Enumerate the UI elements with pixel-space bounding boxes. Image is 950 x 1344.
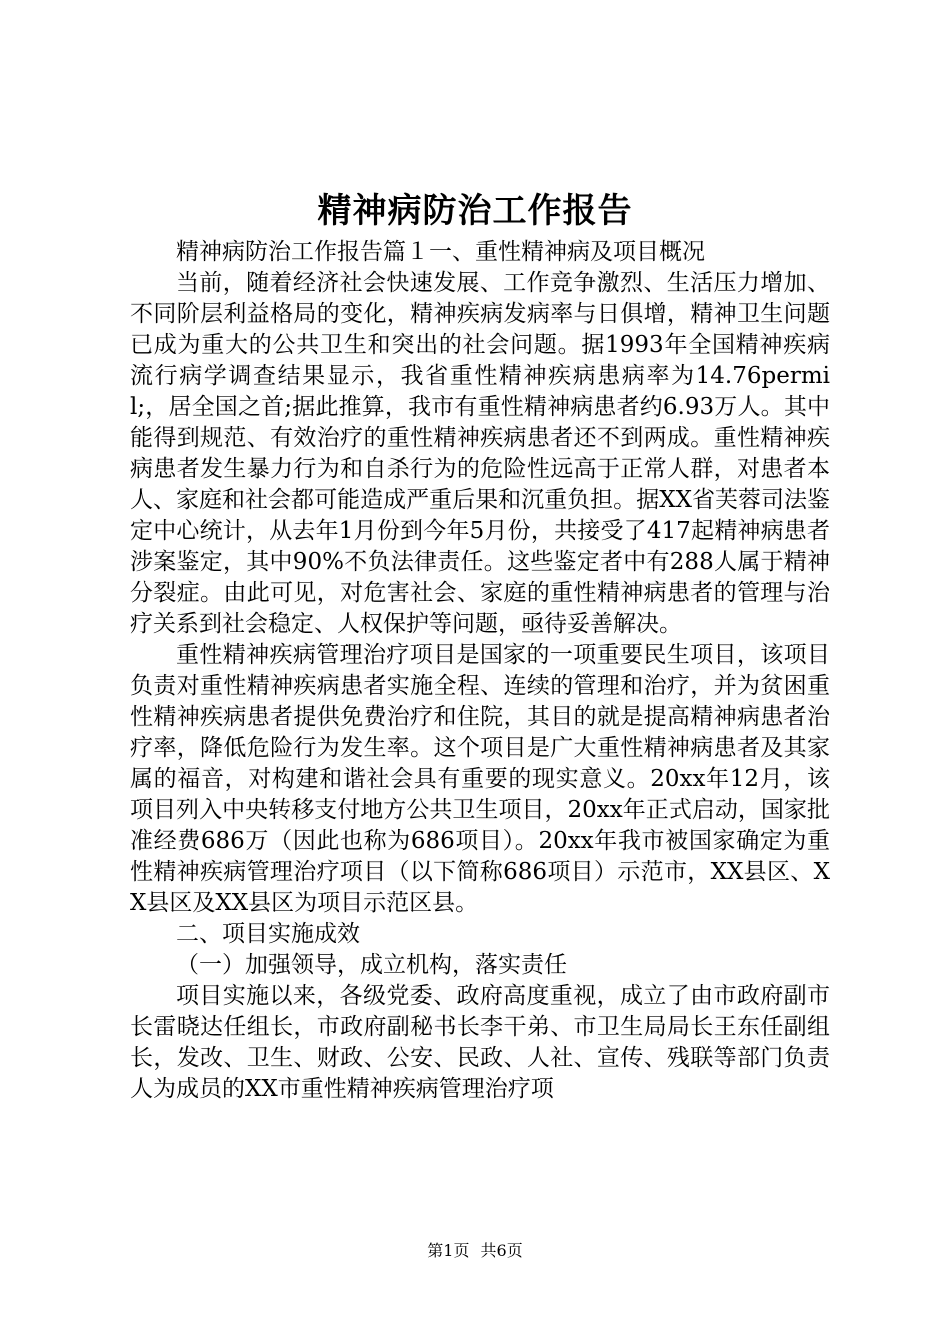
paragraph-heading-2: 二、项目实施成效	[176, 921, 360, 947]
page-number-current: 第1页	[427, 1241, 470, 1260]
paragraph-heading-1: 精神病防治工作报告篇１一、重性精神病及项目概况	[176, 239, 705, 265]
page-footer	[0, 1240, 950, 1262]
paragraph-subheading-1: （一）加强领导，成立机构，落实责任	[176, 952, 567, 978]
paragraph-background: 当前，随着经济社会快速发展、工作竞争激烈、生活压力增加、不同阶层利益格局的变化，精神疾病发病率与日俱增，精神卫生问题已成为重大的公共卫生和突出的社会问题。据1993年全国精神疾病流行病学调查结果显示，我省重性精神疾病患病率为14.76permil;，居全国之首;据此推算，我市有重性精神病患者约6.93万人。其中能得到规范、有效治疗的重性精神疾病患者还不到两成。重性精神疾病患者发生暴力行为和自杀行为的危险性远高于正常人群，对患者本人、家庭和社会都可能造成严重后果和沉重负担。据XX省芙蓉司法鉴定中心统计，从去年1月份到今年5月份，共接受了417起精神病患者涉案鉴定，其中90%不负法律责任。这些鉴定者中有288人属于精神分裂症。由此可见，对危害社会、家庭的重性精神病患者的管理与治疗关系到社会稳定、人权保护等问题，亟待妥善解决。	[130, 270, 830, 637]
document-title: 精神病防治工作报告	[317, 191, 633, 231]
page-number-total: 共6页	[480, 1241, 523, 1260]
paragraph-project-overview: 重性精神疾病管理治疗项目是国家的一项重要民生项目，该项目负责对重性精神疾病患者实施全程、连续的管理和治疗，并为贫困重性精神疾病患者提供免费治疗和住院，其目的就是提高精神病患者治疗率，降低危险行为发生率。这个项目是广大重性精神病患者及其家属的福音，对构建和谐社会具有重要的现实意义。20xx年12月，该项目列入中央转移支付地方公共卫生项目，20xx年正式启动，国家批准经费686万（因此也称为686项目）。20xx年我市被国家确定为重性精神疾病管理治疗项目（以下简称686项目）示范市，XX县区、XX县区及XX县区为项目示范区县。	[130, 642, 830, 916]
document-body	[130, 237, 830, 1105]
paragraph-implementation: 项目实施以来，各级党委、政府高度重视，成立了由市政府副市长雷晓达任组长，市政府副秘书长李干弟、市卫生局局长王东任副组长，发改、卫生、财政、公安、民政、人社、宣传、残联等部门负责人为成员的XX市重性精神疾病管理治疗项	[130, 983, 830, 1102]
